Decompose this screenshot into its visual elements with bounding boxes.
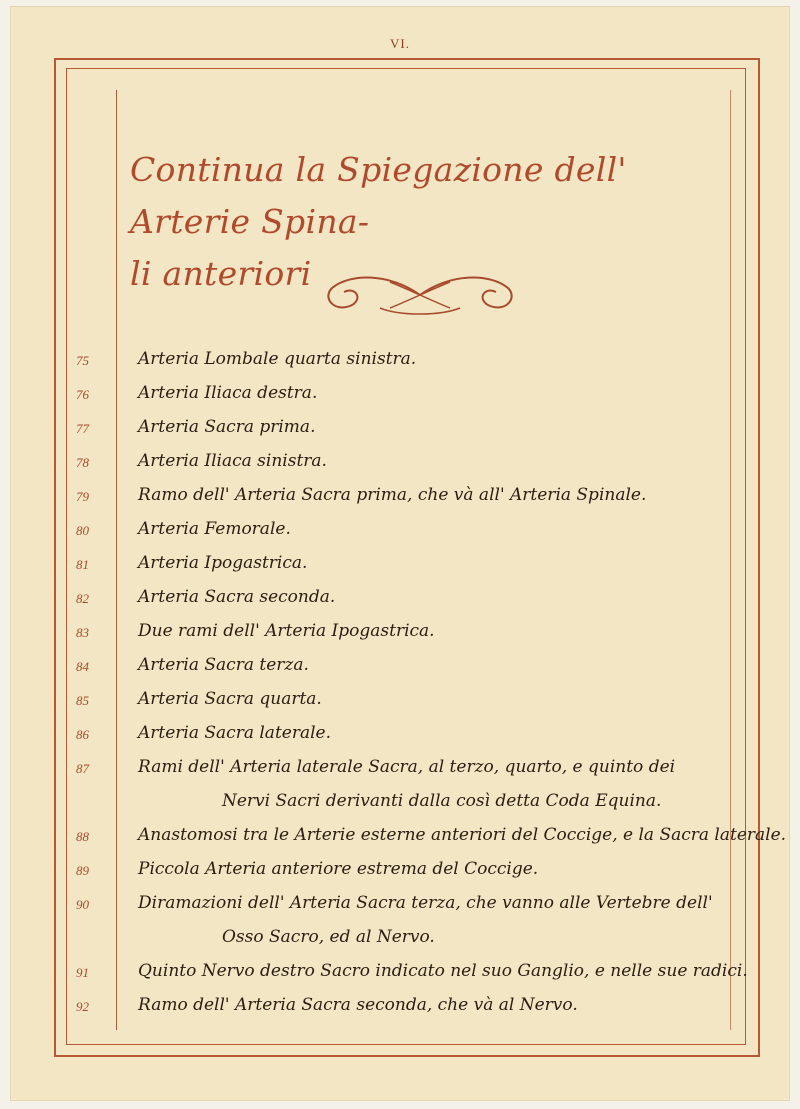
entry-number: 83 [76,625,89,640]
entry-text: Arteria Lombale quarta sinistra. [138,349,417,369]
entry-text: Arteria Iliaca sinistra. [138,451,327,471]
entry-number: 88 [76,829,89,844]
entry-text: Arteria Sacra prima. [138,417,316,437]
entry-text: Diramazioni dell' Arteria Sacra terza, che vanno alle Vertebre dell' [138,893,713,913]
manuscript-page [10,6,790,1101]
entry-text: Quinto Nervo destro Sacro indicato nel suo Ganglio, e nelle sue radici. [138,961,748,981]
flourish-ornament [320,268,520,322]
entry-number: 91 [76,965,89,980]
entry-number: 86 [76,727,89,742]
entry-text: Arteria Sacra laterale. [138,723,331,743]
entry-number: 92 [76,999,89,1014]
entry-number: 80 [76,523,89,538]
entry-number: 76 [76,387,89,402]
title-line-1: Continua la Spiegazione dell' Arterie Spina- [130,150,627,241]
entry-number: 81 [76,557,89,572]
entry-text-continuation: Nervi Sacri derivanti dalla così detta Coda Equina. [222,791,662,811]
entry-text: Arteria Ipogastrica. [138,553,308,573]
entry-number: 90 [76,897,89,912]
entry-text: Due rami dell' Arteria Ipogastrica. [138,621,435,641]
entry-number: 85 [76,693,89,708]
entry-number: 77 [76,421,89,436]
entry-text: Arteria Femorale. [138,519,291,539]
entry-number: 89 [76,863,89,878]
entry-text: Rami dell' Arteria laterale Sacra, al terzo, quarto, e quinto dei [138,757,676,777]
entry-number: 84 [76,659,89,674]
entry-number: 78 [76,455,89,470]
margin-rule [116,90,117,1030]
entry-text-continuation: Osso Sacro, ed al Nervo. [222,927,435,947]
entry-text: Arteria Sacra seconda. [138,587,336,607]
entry-text: Arteria Iliaca destra. [138,383,318,403]
entry-text: Ramo dell' Arteria Sacra seconda, che và al Nervo. [138,995,578,1015]
entry-text: Piccola Arteria anteriore estrema del Coccige. [138,859,539,879]
title-line-2: li anteriori [130,254,312,293]
page-number: VI. [390,36,410,51]
entry-number: 79 [76,489,89,504]
entry-number: 75 [76,353,89,368]
entry-text: Arteria Sacra terza. [138,655,309,675]
entry-text: Ramo dell' Arteria Sacra prima, che và all' Arteria Spinale. [138,485,647,505]
entry-text: Anastomosi tra le Arterie esterne anteriori del Coccige, e la Sacra laterale. [138,825,787,845]
entry-number: 87 [76,761,89,776]
entry-text: Arteria Sacra quarta. [138,689,322,709]
entry-number: 82 [76,591,89,606]
